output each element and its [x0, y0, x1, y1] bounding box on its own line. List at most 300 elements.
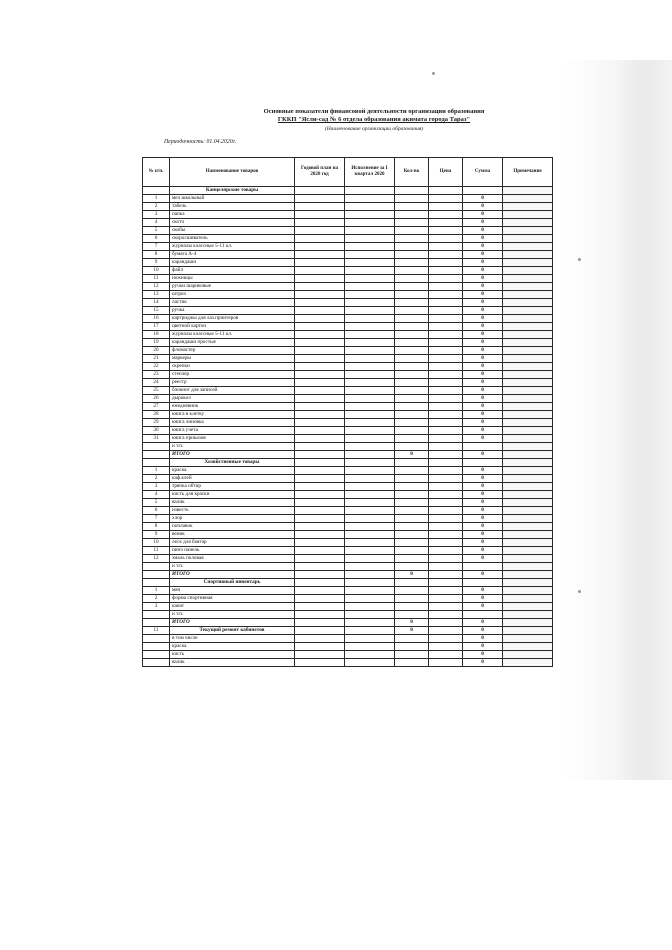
cell-sum: 0 [463, 395, 503, 403]
cell-qty [395, 475, 429, 483]
cell-name: каф.клей [170, 475, 295, 483]
cell-price [429, 251, 463, 259]
cell-note [503, 491, 553, 499]
cell-execution [345, 267, 395, 275]
cell-note [503, 571, 553, 579]
cell-price [429, 379, 463, 387]
cell-name: ежедневник [170, 403, 295, 411]
cell-plan [295, 531, 345, 539]
cell-price [429, 459, 463, 467]
cell-sum [463, 187, 503, 195]
cell-num: 3 [143, 483, 170, 491]
cell-qty [395, 219, 429, 227]
table-row [143, 243, 553, 251]
cell-execution [345, 411, 395, 419]
cell-qty [395, 467, 429, 475]
cell-sum: 0 [463, 427, 503, 435]
cell-execution [345, 259, 395, 267]
cell-name: и т.п. [170, 563, 295, 571]
cell-plan [295, 603, 345, 611]
cell-price [429, 619, 463, 627]
cell-qty [395, 523, 429, 531]
table-row [143, 419, 553, 427]
cell-plan [295, 347, 345, 355]
cell-price [429, 411, 463, 419]
cell-plan [295, 339, 345, 347]
cell-sum: 0 [463, 387, 503, 395]
cell-price [429, 307, 463, 315]
cell-plan [295, 363, 345, 371]
cell-sum: 0 [463, 251, 503, 259]
cell-execution [345, 195, 395, 203]
cell-execution [345, 323, 395, 331]
cell-qty: 0 [395, 451, 429, 459]
cell-qty [395, 563, 429, 571]
cell-num: 1 [143, 467, 170, 475]
cell-price [429, 603, 463, 611]
ledger-table [142, 157, 553, 667]
cell-execution [345, 211, 395, 219]
cell-price [429, 427, 463, 435]
cell-execution [345, 475, 395, 483]
cell-num: 12 [143, 555, 170, 563]
cell-qty [395, 243, 429, 251]
cell-num: 20 [143, 347, 170, 355]
cell-price [429, 243, 463, 251]
cell-name: ручки шариковые [170, 283, 295, 291]
cell-plan [295, 475, 345, 483]
cell-plan [295, 515, 345, 523]
cell-note [503, 555, 553, 563]
cell-name: блокнот для записей [170, 387, 295, 395]
cell-execution [345, 331, 395, 339]
cell-num [143, 459, 170, 467]
cell-sum: 0 [463, 403, 503, 411]
table-row [143, 275, 553, 283]
cell-sum: 0 [463, 307, 503, 315]
cell-sum: 0 [463, 531, 503, 539]
cell-name: тряпка обтир [170, 483, 295, 491]
cell-qty [395, 459, 429, 467]
table-row [143, 595, 553, 603]
cell-qty [395, 555, 429, 563]
cell-qty [395, 291, 429, 299]
cell-sum [463, 611, 503, 619]
cell-name: папка [170, 211, 295, 219]
col-header-execution: Исполнение за I квартал 2020 [345, 158, 395, 187]
cell-price [429, 475, 463, 483]
cell-plan [295, 491, 345, 499]
cell-note [503, 627, 553, 635]
cell-qty [395, 275, 429, 283]
cell-note [503, 651, 553, 659]
cell-qty [395, 203, 429, 211]
cell-qty [395, 539, 429, 547]
cell-qty [395, 483, 429, 491]
cell-name: Канцелярские товары [170, 187, 295, 195]
cell-price [429, 203, 463, 211]
cell-qty [395, 419, 429, 427]
document-page [142, 108, 566, 667]
cell-name: карандаши простые [170, 339, 295, 347]
cell-name: валик [170, 499, 295, 507]
cell-price [429, 283, 463, 291]
cell-sum: 0 [463, 299, 503, 307]
cell-execution [345, 299, 395, 307]
cell-note [503, 307, 553, 315]
cell-sum: 0 [463, 315, 503, 323]
cell-sum: 0 [463, 411, 503, 419]
cell-qty [395, 635, 429, 643]
cell-sum: 0 [463, 643, 503, 651]
cell-name: степлер [170, 371, 295, 379]
cell-price [429, 387, 463, 395]
cell-plan [295, 467, 345, 475]
cell-name: мел школьный [170, 195, 295, 203]
cell-qty [395, 347, 429, 355]
cell-qty [395, 435, 429, 443]
cell-plan [295, 187, 345, 195]
total-row [143, 451, 553, 459]
cell-qty [395, 187, 429, 195]
cell-note [503, 419, 553, 427]
cell-sum [463, 579, 503, 587]
cell-note [503, 219, 553, 227]
table-row [143, 259, 553, 267]
cell-qty [395, 611, 429, 619]
table-row [143, 643, 553, 651]
cell-price [429, 323, 463, 331]
cell-num: 16 [143, 315, 170, 323]
cell-execution [345, 203, 395, 211]
cell-name: мяч [170, 587, 295, 595]
cell-sum [463, 443, 503, 451]
cell-note [503, 451, 553, 459]
cell-execution [345, 387, 395, 395]
table-row [143, 219, 553, 227]
cell-price [429, 419, 463, 427]
cell-num [143, 619, 170, 627]
cell-execution [345, 579, 395, 587]
cell-plan [295, 267, 345, 275]
cell-num: 15 [143, 307, 170, 315]
cell-plan [295, 483, 345, 491]
cell-num: 10 [143, 267, 170, 275]
cell-num: 29 [143, 419, 170, 427]
table-row [143, 331, 553, 339]
cell-sum: 0 [463, 363, 503, 371]
cell-note [503, 499, 553, 507]
table-row [143, 427, 553, 435]
cell-note [503, 395, 553, 403]
table-row [143, 443, 553, 451]
cell-qty [395, 443, 429, 451]
cell-plan [295, 595, 345, 603]
section-row [143, 187, 553, 195]
table-row [143, 211, 553, 219]
cell-price [429, 587, 463, 595]
cell-execution [345, 643, 395, 651]
cell-num: 21 [143, 355, 170, 363]
cell-plan [295, 291, 345, 299]
cell-execution [345, 555, 395, 563]
cell-plan [295, 211, 345, 219]
cell-qty [395, 323, 429, 331]
cell-sum: 0 [463, 635, 503, 643]
cell-price [429, 531, 463, 539]
cell-price [429, 371, 463, 379]
cell-price [429, 651, 463, 659]
cell-sum: 0 [463, 227, 503, 235]
cell-sum: 0 [463, 451, 503, 459]
cell-name: ИТОГО [170, 451, 295, 459]
cell-price [429, 563, 463, 571]
cell-plan [295, 259, 345, 267]
cell-num: 2 [143, 595, 170, 603]
cell-execution [345, 563, 395, 571]
cell-num: 7 [143, 243, 170, 251]
cell-sum [463, 459, 503, 467]
cell-num: 19 [143, 339, 170, 347]
cell-execution [345, 539, 395, 547]
col-header-price: Цена [429, 158, 463, 187]
cell-sum: 0 [463, 483, 503, 491]
cell-qty [395, 283, 429, 291]
cell-name: Текущий ремонт кабинетов [170, 627, 295, 635]
cell-qty [395, 315, 429, 323]
cell-note [503, 187, 553, 195]
cell-sum: 0 [463, 571, 503, 579]
cell-execution [345, 339, 395, 347]
cell-execution [345, 235, 395, 243]
cell-note [503, 211, 553, 219]
cell-name: кисть [170, 651, 295, 659]
cell-note [503, 603, 553, 611]
cell-qty [395, 579, 429, 587]
table-row [143, 339, 553, 347]
cell-price [429, 435, 463, 443]
table-row [143, 523, 553, 531]
cell-execution [345, 651, 395, 659]
cell-note [503, 619, 553, 627]
table-row [143, 299, 553, 307]
scan-shadow [564, 60, 672, 780]
cell-execution [345, 419, 395, 427]
cell-execution [345, 571, 395, 579]
cell-plan [295, 635, 345, 643]
cell-num [143, 643, 170, 651]
table-row [143, 491, 553, 499]
cell-price [429, 363, 463, 371]
table-row [143, 659, 553, 667]
cell-qty [395, 227, 429, 235]
cell-num: 4 [143, 219, 170, 227]
cell-price [429, 347, 463, 355]
cell-sum: 0 [463, 651, 503, 659]
table-header-row [143, 158, 553, 187]
cell-num: 8 [143, 523, 170, 531]
cell-plan [295, 387, 345, 395]
cell-num: 9 [143, 531, 170, 539]
cell-price [429, 235, 463, 243]
cell-note [503, 291, 553, 299]
cell-name: краска [170, 643, 295, 651]
cell-price [429, 635, 463, 643]
cell-plan [295, 419, 345, 427]
organization-caption: (Наименование организации образования) [324, 126, 424, 132]
table-row [143, 195, 553, 203]
cell-plan [295, 395, 345, 403]
cell-execution [345, 315, 395, 323]
cell-num: 1 [143, 195, 170, 203]
cell-note [503, 331, 553, 339]
cell-sum: 0 [463, 467, 503, 475]
cell-note [503, 411, 553, 419]
cell-num [143, 187, 170, 195]
scan-speck [578, 590, 581, 593]
cell-note [503, 587, 553, 595]
cell-qty: 0 [395, 571, 429, 579]
cell-plan [295, 643, 345, 651]
cell-name: и т.п. [170, 443, 295, 451]
cell-name: кисть для краски [170, 491, 295, 499]
table-row [143, 283, 553, 291]
cell-note [503, 355, 553, 363]
cell-num: 9 [143, 259, 170, 267]
table-row [143, 467, 553, 475]
cell-price [429, 219, 463, 227]
col-header-plan: Годовой план на 2020 год [295, 158, 345, 187]
cell-sum: 0 [463, 659, 503, 667]
cell-price [429, 187, 463, 195]
cell-note [503, 507, 553, 515]
cell-plan [295, 219, 345, 227]
table-row [143, 603, 553, 611]
cell-qty [395, 355, 429, 363]
cell-price [429, 267, 463, 275]
cell-plan [295, 315, 345, 323]
cell-execution [345, 459, 395, 467]
cell-execution [345, 251, 395, 259]
cell-note [503, 579, 553, 587]
cell-qty [395, 547, 429, 555]
cell-execution [345, 483, 395, 491]
cell-execution [345, 523, 395, 531]
cell-name: в том числе [170, 635, 295, 643]
table-row [143, 411, 553, 419]
cell-plan [295, 579, 345, 587]
cell-num: 17 [143, 323, 170, 331]
cell-num [143, 651, 170, 659]
cell-plan [295, 611, 345, 619]
cell-qty [395, 515, 429, 523]
cell-price [429, 443, 463, 451]
cell-price [429, 611, 463, 619]
cell-qty [395, 251, 429, 259]
cell-sum: 0 [463, 235, 503, 243]
cell-execution [345, 219, 395, 227]
cell-qty [395, 395, 429, 403]
cell-num [143, 563, 170, 571]
scan-speck [578, 258, 581, 261]
cell-note [503, 467, 553, 475]
cell-num: 12 [143, 283, 170, 291]
cell-plan [295, 507, 345, 515]
table-row [143, 507, 553, 515]
cell-note [503, 227, 553, 235]
col-header-name: Наименование товаров [170, 158, 295, 187]
cell-price [429, 539, 463, 547]
cell-num: 5 [143, 227, 170, 235]
cell-qty [395, 403, 429, 411]
cell-plan [295, 627, 345, 635]
cell-sum: 0 [463, 219, 503, 227]
cell-note [503, 267, 553, 275]
cell-note [503, 371, 553, 379]
cell-execution [345, 611, 395, 619]
cell-execution [345, 355, 395, 363]
cell-num: 7 [143, 515, 170, 523]
cell-sum: 0 [463, 283, 503, 291]
cell-note [503, 243, 553, 251]
cell-plan [295, 235, 345, 243]
cell-note [503, 643, 553, 651]
cell-sum: 0 [463, 507, 503, 515]
cell-plan [295, 379, 345, 387]
table-row [143, 611, 553, 619]
cell-sum: 0 [463, 419, 503, 427]
cell-qty [395, 307, 429, 315]
section-row [143, 579, 553, 587]
cell-plan [295, 547, 345, 555]
table-row [143, 475, 553, 483]
cell-execution [345, 635, 395, 643]
cell-execution [345, 227, 395, 235]
cell-execution [345, 507, 395, 515]
cell-num [143, 579, 170, 587]
cell-plan [295, 227, 345, 235]
cell-price [429, 451, 463, 459]
cell-num: 23 [143, 371, 170, 379]
cell-qty [395, 211, 429, 219]
cell-name: табель [170, 203, 295, 211]
cell-num: 6 [143, 235, 170, 243]
cell-num: 26 [143, 395, 170, 403]
cell-name: эмаль половая [170, 555, 295, 563]
cell-name: скотч [170, 219, 295, 227]
cell-name: книга в клетку [170, 411, 295, 419]
cell-qty [395, 411, 429, 419]
cell-execution [345, 403, 395, 411]
cell-sum: 0 [463, 195, 503, 203]
cell-plan [295, 619, 345, 627]
cell-name: Хозяйственные товары [170, 459, 295, 467]
cell-plan [295, 427, 345, 435]
cell-name: реестр [170, 379, 295, 387]
cell-price [429, 507, 463, 515]
cell-num [143, 443, 170, 451]
cell-note [503, 539, 553, 547]
cell-num [143, 571, 170, 579]
cell-plan [295, 451, 345, 459]
cell-name: бумага А-4 [170, 251, 295, 259]
cell-execution [345, 307, 395, 315]
cell-execution [345, 627, 395, 635]
cell-sum: 0 [463, 587, 503, 595]
cell-sum: 0 [463, 275, 503, 283]
cell-name: ИТОГО [170, 619, 295, 627]
table-row [143, 403, 553, 411]
